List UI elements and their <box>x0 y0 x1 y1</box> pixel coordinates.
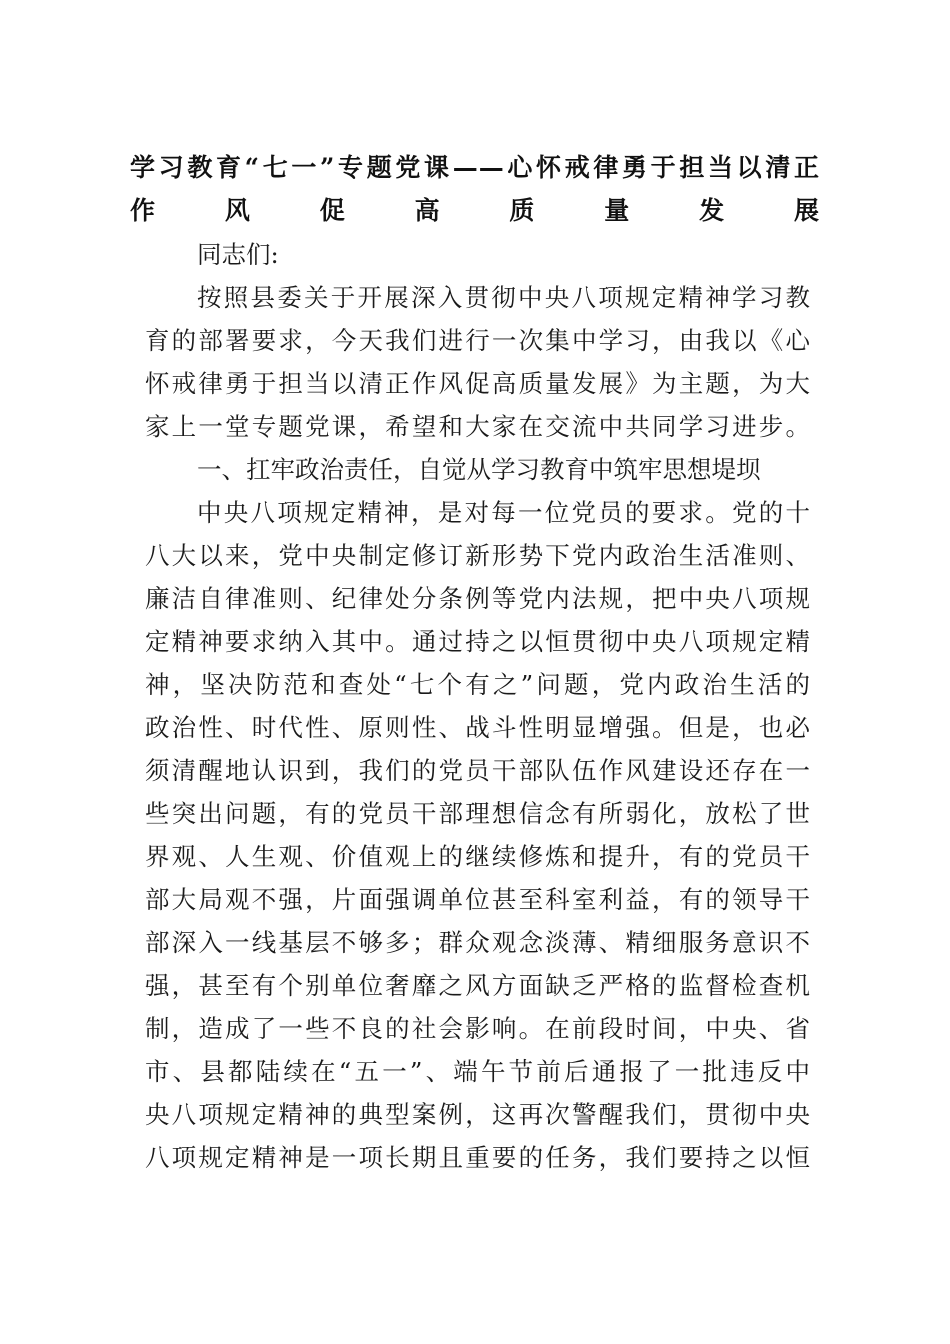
paragraph-line: 家上一堂专题党课，希望和大家在交流中共同学习进步。 <box>145 412 810 441</box>
paragraph-line: 部大局观不强，片面强调单位甚至科室利益，有的领导干 <box>145 885 810 914</box>
paragraph-line: 市、县都陆续在“五一”、端午节前后通报了一批违反中 <box>145 1057 810 1086</box>
document-title <box>130 146 820 232</box>
section-heading: 一、扛牢政治责任，自觉从学习教育中筑牢思想堤坝 <box>197 455 761 484</box>
paragraph-line: 神，坚决防范和查处“七个有之”问题，党内政治生活的 <box>145 670 810 699</box>
paragraph-line: 八项规定精神是一项长期且重要的任务，我们要持之以恒 <box>145 1143 810 1172</box>
paragraph-line: 须清醒地认识到，我们的党员干部队伍作风建设还存在一 <box>145 756 810 785</box>
salutation: 同志们: <box>197 240 279 269</box>
document-body <box>145 233 810 1179</box>
paragraph-line: 育的部署要求，今天我们进行一次集中学习，由我以《心 <box>145 326 810 355</box>
paragraph-line: 些突出问题，有的党员干部理想信念有所弱化，放松了世 <box>145 799 810 828</box>
paragraph-line: 廉洁自律准则、纪律处分条例等党内法规，把中央八项规 <box>145 584 810 613</box>
paragraph-line: 中央八项规定精神，是对每一位党员的要求。党的十 <box>197 498 810 527</box>
paragraph-line: 政治性、时代性、原则性、战斗性明显增强。但是，也必 <box>145 713 810 742</box>
title-line: 学习教育“七一”专题党课——心怀戒律勇于担当以清正 <box>130 153 820 182</box>
paragraph-line: 定精神要求纳入其中。通过持之以恒贯彻中央八项规定精 <box>145 627 810 656</box>
paragraph-line: 界观、人生观、价值观上的继续修炼和提升，有的党员干 <box>145 842 810 871</box>
paragraph-line: 制，造成了一些不良的社会影响。在前段时间，中央、省 <box>145 1014 810 1043</box>
paragraph-line: 怀戒律勇于担当以清正作风促高质量发展》为主题，为大 <box>145 369 810 398</box>
paragraph-line: 八大以来，党中央制定修订新形势下党内政治生活准则、 <box>145 541 810 570</box>
paragraph-line: 部深入一线基层不够多；群众观念淡薄、精细服务意识不 <box>145 928 810 957</box>
paragraph-line: 按照县委关于开展深入贯彻中央八项规定精神学习教 <box>197 283 810 312</box>
paragraph-line: 央八项规定精神的典型案例，这再次警醒我们，贯彻中央 <box>145 1100 810 1129</box>
paragraph-line: 强，甚至有个别单位奢靡之风方面缺乏严格的监督检查机 <box>145 971 810 1000</box>
title-line: 作风促高质量发展 <box>130 196 820 225</box>
